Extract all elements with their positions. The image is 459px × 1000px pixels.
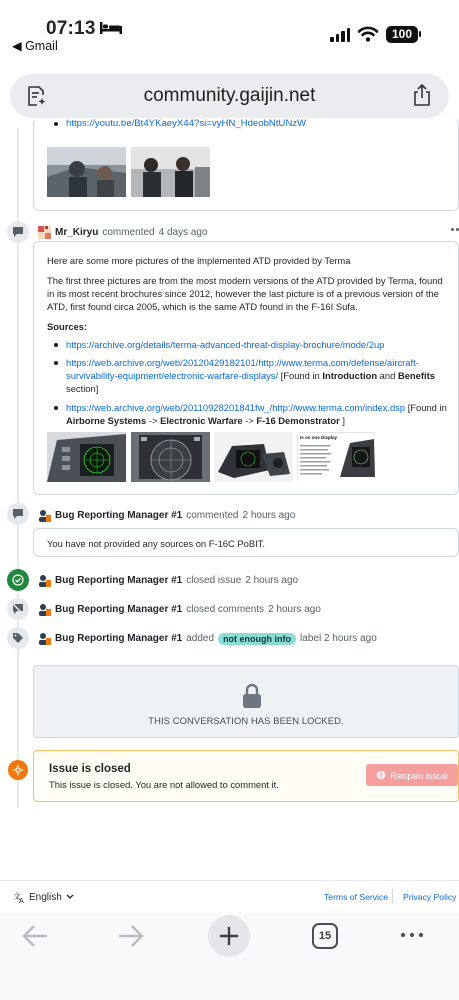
tag-icon bbox=[7, 627, 29, 649]
manager-avatar-icon[interactable] bbox=[38, 632, 51, 645]
video-thumbnail-2[interactable] bbox=[131, 147, 210, 197]
manager-avatar-icon[interactable] bbox=[38, 574, 51, 587]
source-note-bold: Airborne Systems bbox=[66, 415, 147, 426]
youtube-link[interactable]: https://youtu.be/Bt4YKaeyX44?si=vyHN_HdeobNtUNzW bbox=[66, 118, 307, 129]
terms-of-service-link[interactable]: Terms of Service bbox=[324, 892, 388, 902]
source-note-bold: F-16 Demonstrator bbox=[256, 415, 340, 426]
comment-author[interactable]: Mr_Kiryu bbox=[55, 227, 99, 238]
language-selector[interactable] bbox=[13, 891, 74, 903]
list-bullet bbox=[54, 122, 58, 126]
issue-timeline bbox=[0, 118, 459, 880]
reopen-icon bbox=[376, 770, 386, 780]
comment-header bbox=[38, 226, 208, 239]
comment-author[interactable]: Bug Reporting Manager #1 bbox=[55, 510, 183, 521]
new-tab-button[interactable] bbox=[208, 915, 250, 957]
site-footer bbox=[0, 880, 459, 913]
source-note: -> bbox=[245, 415, 254, 426]
lock-icon bbox=[242, 683, 262, 709]
manager-comment-header bbox=[38, 509, 295, 522]
comment-time[interactable]: 4 days ago bbox=[158, 227, 208, 238]
cellular-signal-icon bbox=[330, 28, 350, 42]
manager-comment-card bbox=[33, 528, 459, 557]
list-bullet bbox=[54, 361, 58, 365]
timeline-event bbox=[38, 632, 377, 645]
issue-closed-title: Issue is closed bbox=[49, 763, 131, 775]
atd-image-1[interactable] bbox=[47, 432, 126, 482]
manager-avatar-icon[interactable] bbox=[38, 509, 51, 522]
plus-icon bbox=[218, 925, 240, 947]
conversation-locked-notice bbox=[33, 665, 459, 738]
address-bar[interactable] bbox=[10, 74, 449, 118]
svg-text:A: A bbox=[19, 897, 24, 905]
list-bullet bbox=[54, 406, 58, 410]
page-url[interactable]: community.gaijin.net bbox=[143, 85, 316, 106]
source-item-2 bbox=[66, 356, 451, 395]
comment-paragraph: The first three pictures are from the most modern versions of the ATD provided by Terma, found in its most recent brochures since 2012, however the last picture is of a previous version of the ATD, first found circa 2005, which is the same ATD found in the F-16I Sufa. bbox=[47, 275, 443, 312]
atd-image-2[interactable] bbox=[131, 432, 210, 482]
source-item-1 bbox=[66, 338, 451, 351]
thumbnail-heading: Is on one Display bbox=[300, 435, 338, 440]
back-arrow-icon[interactable] bbox=[20, 922, 50, 950]
event-time[interactable]: 2 hours ago bbox=[268, 604, 321, 615]
source-note: and bbox=[379, 370, 396, 381]
source-note: ] bbox=[342, 415, 345, 426]
event-action: closed comments bbox=[186, 604, 265, 615]
timeline-event bbox=[38, 603, 321, 616]
issue-closed-message: This issue is closed. You are not allowed to comment it. bbox=[49, 779, 279, 790]
event-author[interactable]: Bug Reporting Manager #1 bbox=[55, 575, 183, 586]
back-to-gmail-link[interactable]: ◀ Gmail bbox=[12, 39, 58, 53]
language-label: English bbox=[29, 891, 62, 903]
event-author[interactable]: Bug Reporting Manager #1 bbox=[55, 633, 183, 644]
svg-text:文: 文 bbox=[13, 892, 21, 901]
sources-heading: Sources: bbox=[47, 321, 88, 332]
reopen-label: Reopen issue bbox=[390, 769, 448, 781]
source-link-2[interactable]: https://web.archive.org/web/20120429182101/http://www.terma.com/defense/aircraft-survivability-equipment/electronic-warfare-displays/ bbox=[66, 357, 419, 381]
avatar[interactable] bbox=[38, 226, 51, 239]
comments-locked-icon bbox=[7, 598, 29, 620]
share-icon[interactable] bbox=[411, 83, 433, 107]
atd-image-3[interactable] bbox=[214, 432, 293, 482]
battery-indicator: 100 bbox=[386, 26, 418, 43]
label-badge[interactable]: not enough info bbox=[218, 633, 296, 645]
chevron-down-icon bbox=[66, 894, 74, 900]
comment-body: You have not provided any sources on F-16C PoBIT. bbox=[47, 538, 266, 549]
event-time[interactable]: 2 hours ago bbox=[245, 575, 299, 586]
previous-comment-card bbox=[33, 118, 459, 211]
reopen-issue-button[interactable] bbox=[366, 764, 458, 786]
source-note-bold: Benefits bbox=[397, 370, 435, 381]
event-time: label 2 hours ago bbox=[300, 633, 377, 644]
comment-menu-icon[interactable] bbox=[451, 228, 459, 231]
issue-closed-box bbox=[33, 750, 459, 802]
comment-body-card bbox=[33, 241, 459, 495]
footer-divider bbox=[392, 889, 393, 903]
source-note: section] bbox=[66, 383, 99, 394]
privacy-policy-link[interactable]: Privacy Policy bbox=[403, 892, 457, 902]
clock: 07:13 bbox=[46, 18, 96, 39]
event-action: added bbox=[186, 633, 215, 644]
source-link-1[interactable]: https://archive.org/details/terma-advanced-threat-display-brochure/mode/2up bbox=[66, 339, 385, 350]
list-bullet bbox=[54, 343, 58, 347]
source-link-3[interactable]: https://web.archive.org/web/20110928201841fw_/http://www.terma.com/index.dsp bbox=[66, 402, 406, 413]
comment-time[interactable]: 2 hours ago bbox=[242, 510, 296, 521]
atd-image-4[interactable] bbox=[297, 432, 376, 482]
wifi-icon bbox=[358, 26, 378, 42]
timeline-event bbox=[38, 574, 298, 587]
event-author[interactable]: Bug Reporting Manager #1 bbox=[55, 604, 183, 615]
source-note-bold: Introduction bbox=[322, 370, 378, 381]
source-note: -> bbox=[148, 415, 158, 426]
video-thumbnail-1[interactable] bbox=[47, 147, 126, 197]
manager-avatar-icon[interactable] bbox=[38, 603, 51, 616]
sleep-focus-icon bbox=[100, 22, 122, 34]
status-bar bbox=[0, 0, 459, 60]
event-action: closed issue bbox=[186, 575, 242, 586]
source-note: [Found in bbox=[280, 370, 320, 381]
issue-status-icon bbox=[8, 760, 28, 780]
comment-icon bbox=[7, 221, 29, 243]
comment-action: commented bbox=[186, 510, 239, 521]
more-options-icon[interactable] bbox=[401, 933, 423, 937]
comment-paragraph: Here are some more pictures of the implemented ATD provided by Terma bbox=[47, 255, 351, 266]
translate-icon bbox=[13, 891, 25, 903]
source-item-3 bbox=[66, 401, 451, 427]
source-note-bold: Electronic Warfare bbox=[160, 415, 243, 426]
source-note: [Found in bbox=[407, 402, 447, 413]
forward-arrow-icon[interactable] bbox=[116, 922, 146, 950]
tab-switcher-button[interactable]: 15 bbox=[312, 923, 338, 949]
browser-toolbar bbox=[0, 913, 459, 1000]
comment-action: commented bbox=[102, 227, 155, 238]
locked-text: THIS CONVERSATION HAS BEEN LOCKED. bbox=[148, 715, 344, 726]
comment-icon bbox=[7, 503, 29, 525]
closed-issue-icon bbox=[7, 569, 29, 591]
